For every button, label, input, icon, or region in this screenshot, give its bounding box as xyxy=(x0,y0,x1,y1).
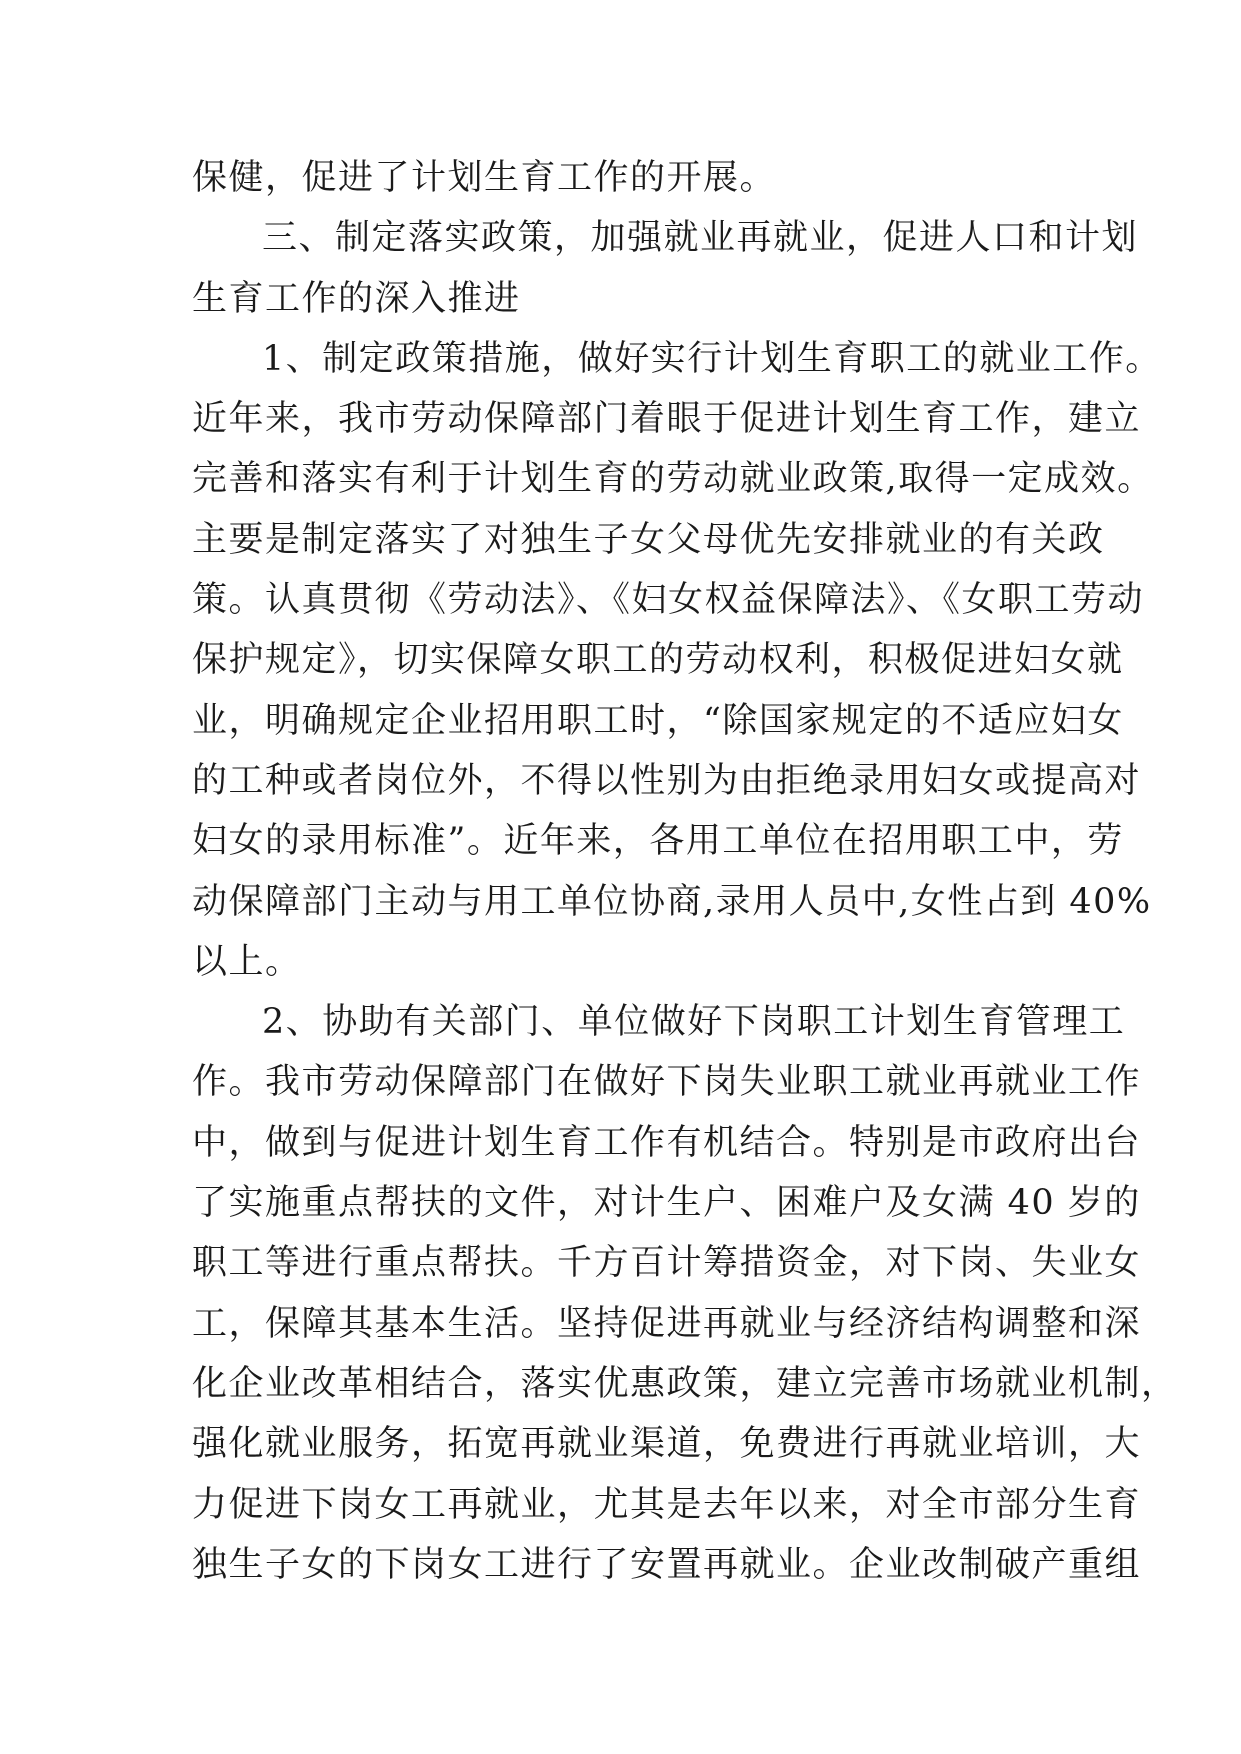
text-line: 化企业改革相结合，落实优惠政策，建立完善市场就业机制， xyxy=(192,1363,1178,1404)
text-line: 主要是制定落实了对独生子女父母优先安排就业的有关政 xyxy=(192,519,1105,560)
text-line: 的工种或者岗位外，不得以性别为由拒绝录用妇女或提高对 xyxy=(192,760,1142,801)
text-line: 了实施重点帮扶的文件，对计生户、困难户及女满 40 岁的 xyxy=(192,1183,1141,1224)
text-line: 近年来，我市劳动保障部门着眼于促进计划生育工作，建立 xyxy=(192,399,1142,440)
text-line: 独生子女的下岗女工进行了安置再就业。企业改制破产重组 xyxy=(192,1544,1142,1585)
text-line: 职工等进行重点帮扶。千方百计筹措资金，对下岗、失业女 xyxy=(192,1243,1142,1284)
text-line: 业，明确规定企业招用职工时，“除国家规定的不适应妇女 xyxy=(192,700,1124,741)
text-line: 妇女的录用标准”。近年来，各用工单位在招用职工中，劳 xyxy=(192,821,1124,862)
text-line: 2、协助有关部门、单位做好下岗职工计划生育管理工 xyxy=(262,1002,1126,1043)
text-line: 三、制定落实政策，加强就业再就业，促进人口和计划 xyxy=(262,218,1139,259)
text-line: 力促进下岗女工再就业，尤其是去年以来，对全市部分生育 xyxy=(192,1484,1142,1525)
text-line: 以上。 xyxy=(192,941,302,982)
text-line: 中，做到与促进计划生育工作有机结合。特别是市政府出台 xyxy=(192,1122,1142,1163)
document-body xyxy=(192,148,1178,1595)
text-line: 1、制定政策措施，做好实行计划生育职工的就业工作。 xyxy=(262,338,1162,379)
text-line: 保健，促进了计划生育工作的开展。 xyxy=(192,158,777,198)
text-line: 动保障部门主动与用工单位协商,录用人员中,女性占到 40% xyxy=(192,881,1152,922)
text-line: 工，保障其基本生活。坚持促进再就业与经济结构调整和深 xyxy=(192,1303,1142,1344)
text-line: 策。认真贯彻《劳动法》、《妇女权益保障法》、《女职工劳动 xyxy=(192,580,1145,621)
text-line: 完善和落实有利于计划生育的劳动就业政策,取得一定成效。 xyxy=(192,459,1154,500)
text-line: 作。我市劳动保障部门在做好下岗失业职工就业再就业工作 xyxy=(192,1062,1142,1103)
text-line: 强化就业服务，拓宽再就业渠道，免费进行再就业培训，大 xyxy=(192,1424,1142,1465)
text-line: 生育工作的深入推进 xyxy=(192,278,521,319)
text-line: 保护规定》，切实保障女职工的劳动权利，积极促进妇女就 xyxy=(192,640,1124,681)
